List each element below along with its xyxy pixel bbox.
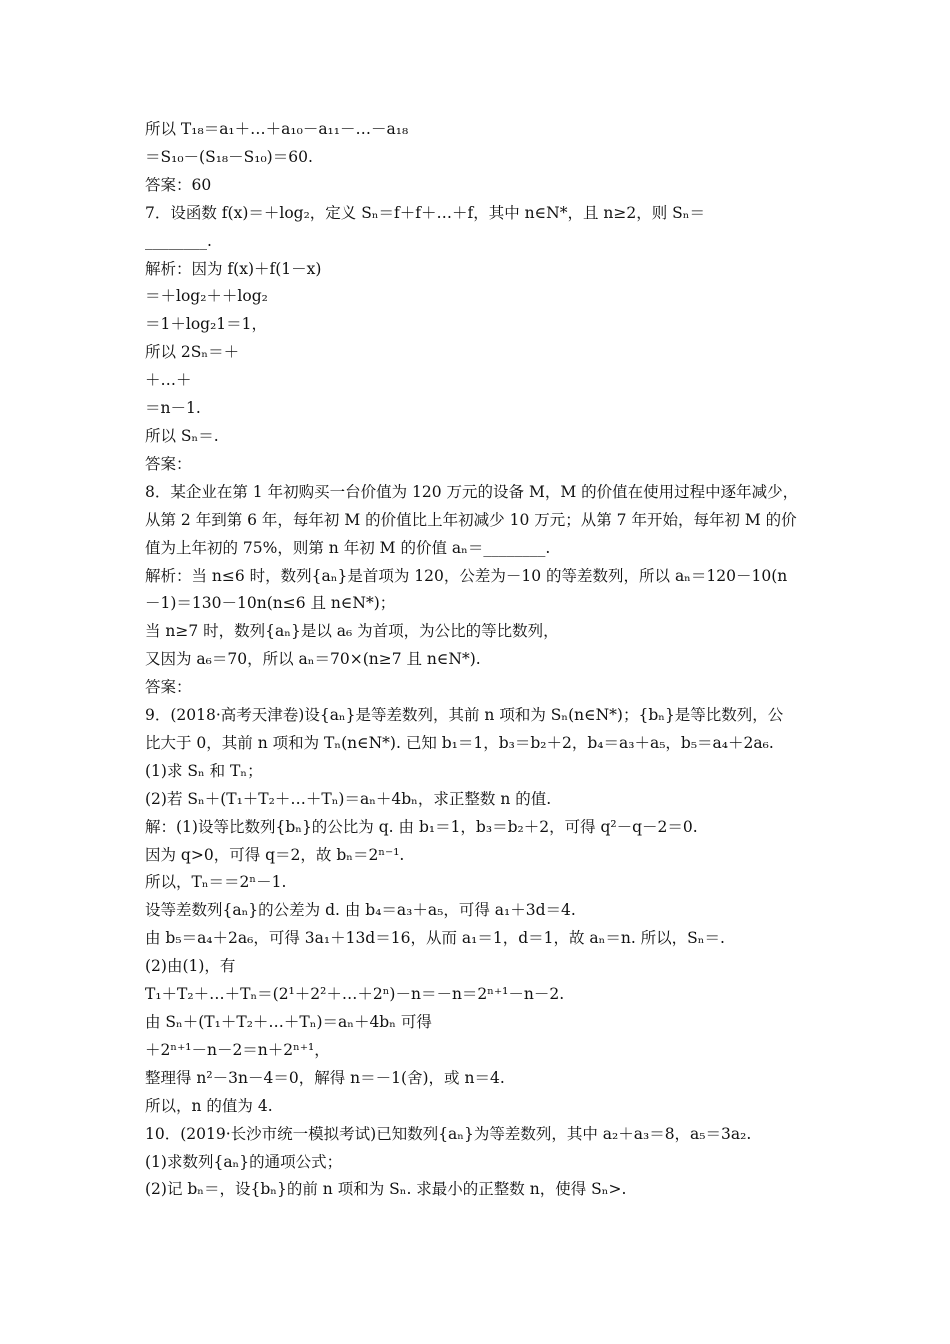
text-line: ＋…＋ (145, 371, 192, 390)
text-line: 值为上年初的 75%，则第 n 年初 M 的价值 aₙ＝________. (145, 538, 551, 557)
text-line: T₁＋T₂＋…＋Tₙ＝(2¹＋2²＋…＋2ⁿ)－n＝－n＝2ⁿ⁺¹－n－2. (145, 985, 565, 1004)
solution-line: 解：(1)设等比数列{bₙ}的公比为 q. 由 b₁＝1，b₃＝b₂＋2，可得 q²－q－2＝0. (145, 817, 698, 836)
text-line: ＋2ⁿ⁺¹－n－2＝n＋2ⁿ⁺¹， (145, 1040, 330, 1059)
text-line: ＝＋log₂＋＋log₂ (145, 287, 268, 306)
text-line: 由 Sₙ＋(T₁＋T₂＋…＋Tₙ)＝aₙ＋4bₙ 可得 (145, 1013, 432, 1031)
text-line: ＝n－1. (145, 399, 201, 418)
text-line: (2)由(1)，有 (145, 957, 236, 976)
document-body (145, 116, 815, 1204)
answer-line: 答案：60 (145, 175, 212, 194)
text-line: 比大于 0，其前 n 项和为 Tₙ(n∈N*). 已知 b₁＝1，b₃＝b₂＋2，b₄＝a₃＋a₅，b₅＝a₄＋2a₆. (145, 733, 774, 752)
solution-line: 解析：当 n≤6 时，数列{aₙ}是首项为 120，公差为－10 的等差数列，所以 aₙ＝120－10(n (145, 566, 788, 585)
text-line: 由 b₅＝a₄＋2a₆，可得 3a₁＋13d＝16，从而 a₁＝1，d＝1，故 aₙ＝n. 所以，Sₙ＝. (145, 929, 725, 948)
problem-10-line: 10．(2019·长沙市统一模拟考试)已知数列{aₙ}为等差数列，其中 a₂＋a₃＝8，a₅＝3a₂. (145, 1124, 752, 1143)
problem-8-line: 8．某企业在第 1 年初购买一台价值为 120 万元的设备 M，M 的价值在使用过程中逐年减少， (145, 482, 799, 501)
text-line: 整理得 n²－3n－4＝0，解得 n＝－1(舍)，或 n＝4. (145, 1068, 505, 1087)
text-line: －1)＝130－10n(n≤6 且 n∈N*)； (145, 594, 396, 613)
text-line: ＝S₁₀－(S₁₈－S₁₀)＝60. (145, 147, 313, 166)
text-line: (1)求 Sₙ 和 Tₙ； (145, 761, 263, 780)
text-line: 从第 2 年到第 6 年，每年初 M 的价值比上年初减少 10 万元；从第 7 年开始，每年初 M 的价 (145, 510, 797, 529)
answer-line: 答案： (145, 678, 192, 697)
text-line: 因为 q>0，可得 q＝2，故 bₙ＝2ⁿ⁻¹. (145, 845, 405, 864)
text-line: 当 n≥7 时，数列{aₙ}是以 a₆ 为首项，为公比的等比数列， (145, 622, 559, 641)
text-line: (2)记 bₙ＝，设{bₙ}的前 n 项和为 Sₙ. 求最小的正整数 n，使得 Sₙ>. (145, 1180, 627, 1199)
text-line: ＝1＋log₂1＝1， (145, 315, 268, 334)
text-line: (2)若 Sₙ＋(T₁＋T₂＋…＋Tₙ)＝aₙ＋4bₙ，求正整数 n 的值. (145, 789, 552, 808)
text-line: 所以，n 的值为 4. (145, 1096, 273, 1115)
text-line: 所以 T₁₈＝a₁＋…＋a₁₀－a₁₁－…－a₁₈ (145, 120, 409, 138)
answer-blank: ________. (145, 231, 212, 250)
solution-line: 解析：因为 f(x)＋f(1－x) (145, 259, 322, 278)
text-line: 设等差数列{aₙ}的公差为 d. 由 b₄＝a₃＋a₅，可得 a₁＋3d＝4. (145, 901, 576, 920)
text-line: 所以 2Sₙ＝＋ (145, 343, 240, 362)
text-line: 所以 Sₙ＝. (145, 426, 219, 445)
answer-line: 答案： (145, 454, 192, 473)
text-line: 又因为 a₆＝70，所以 aₙ＝70×(n≥7 且 n∈N*). (145, 650, 481, 669)
problem-9-line: 9．(2018·高考天津卷)设{aₙ}是等差数列，其前 n 项和为 Sₙ(n∈N*)；{bₙ}是等比数列，公 (145, 706, 784, 725)
problem-7-line: 7．设函数 f(x)＝＋log₂，定义 Sₙ＝f＋f＋…＋f，其中 n∈N*，且 n≥2，则 Sₙ＝ (145, 203, 705, 222)
text-line: (1)求数列{aₙ}的通项公式； (145, 1152, 343, 1171)
text-line: 所以，Tₙ＝＝2ⁿ－1. (145, 873, 287, 892)
